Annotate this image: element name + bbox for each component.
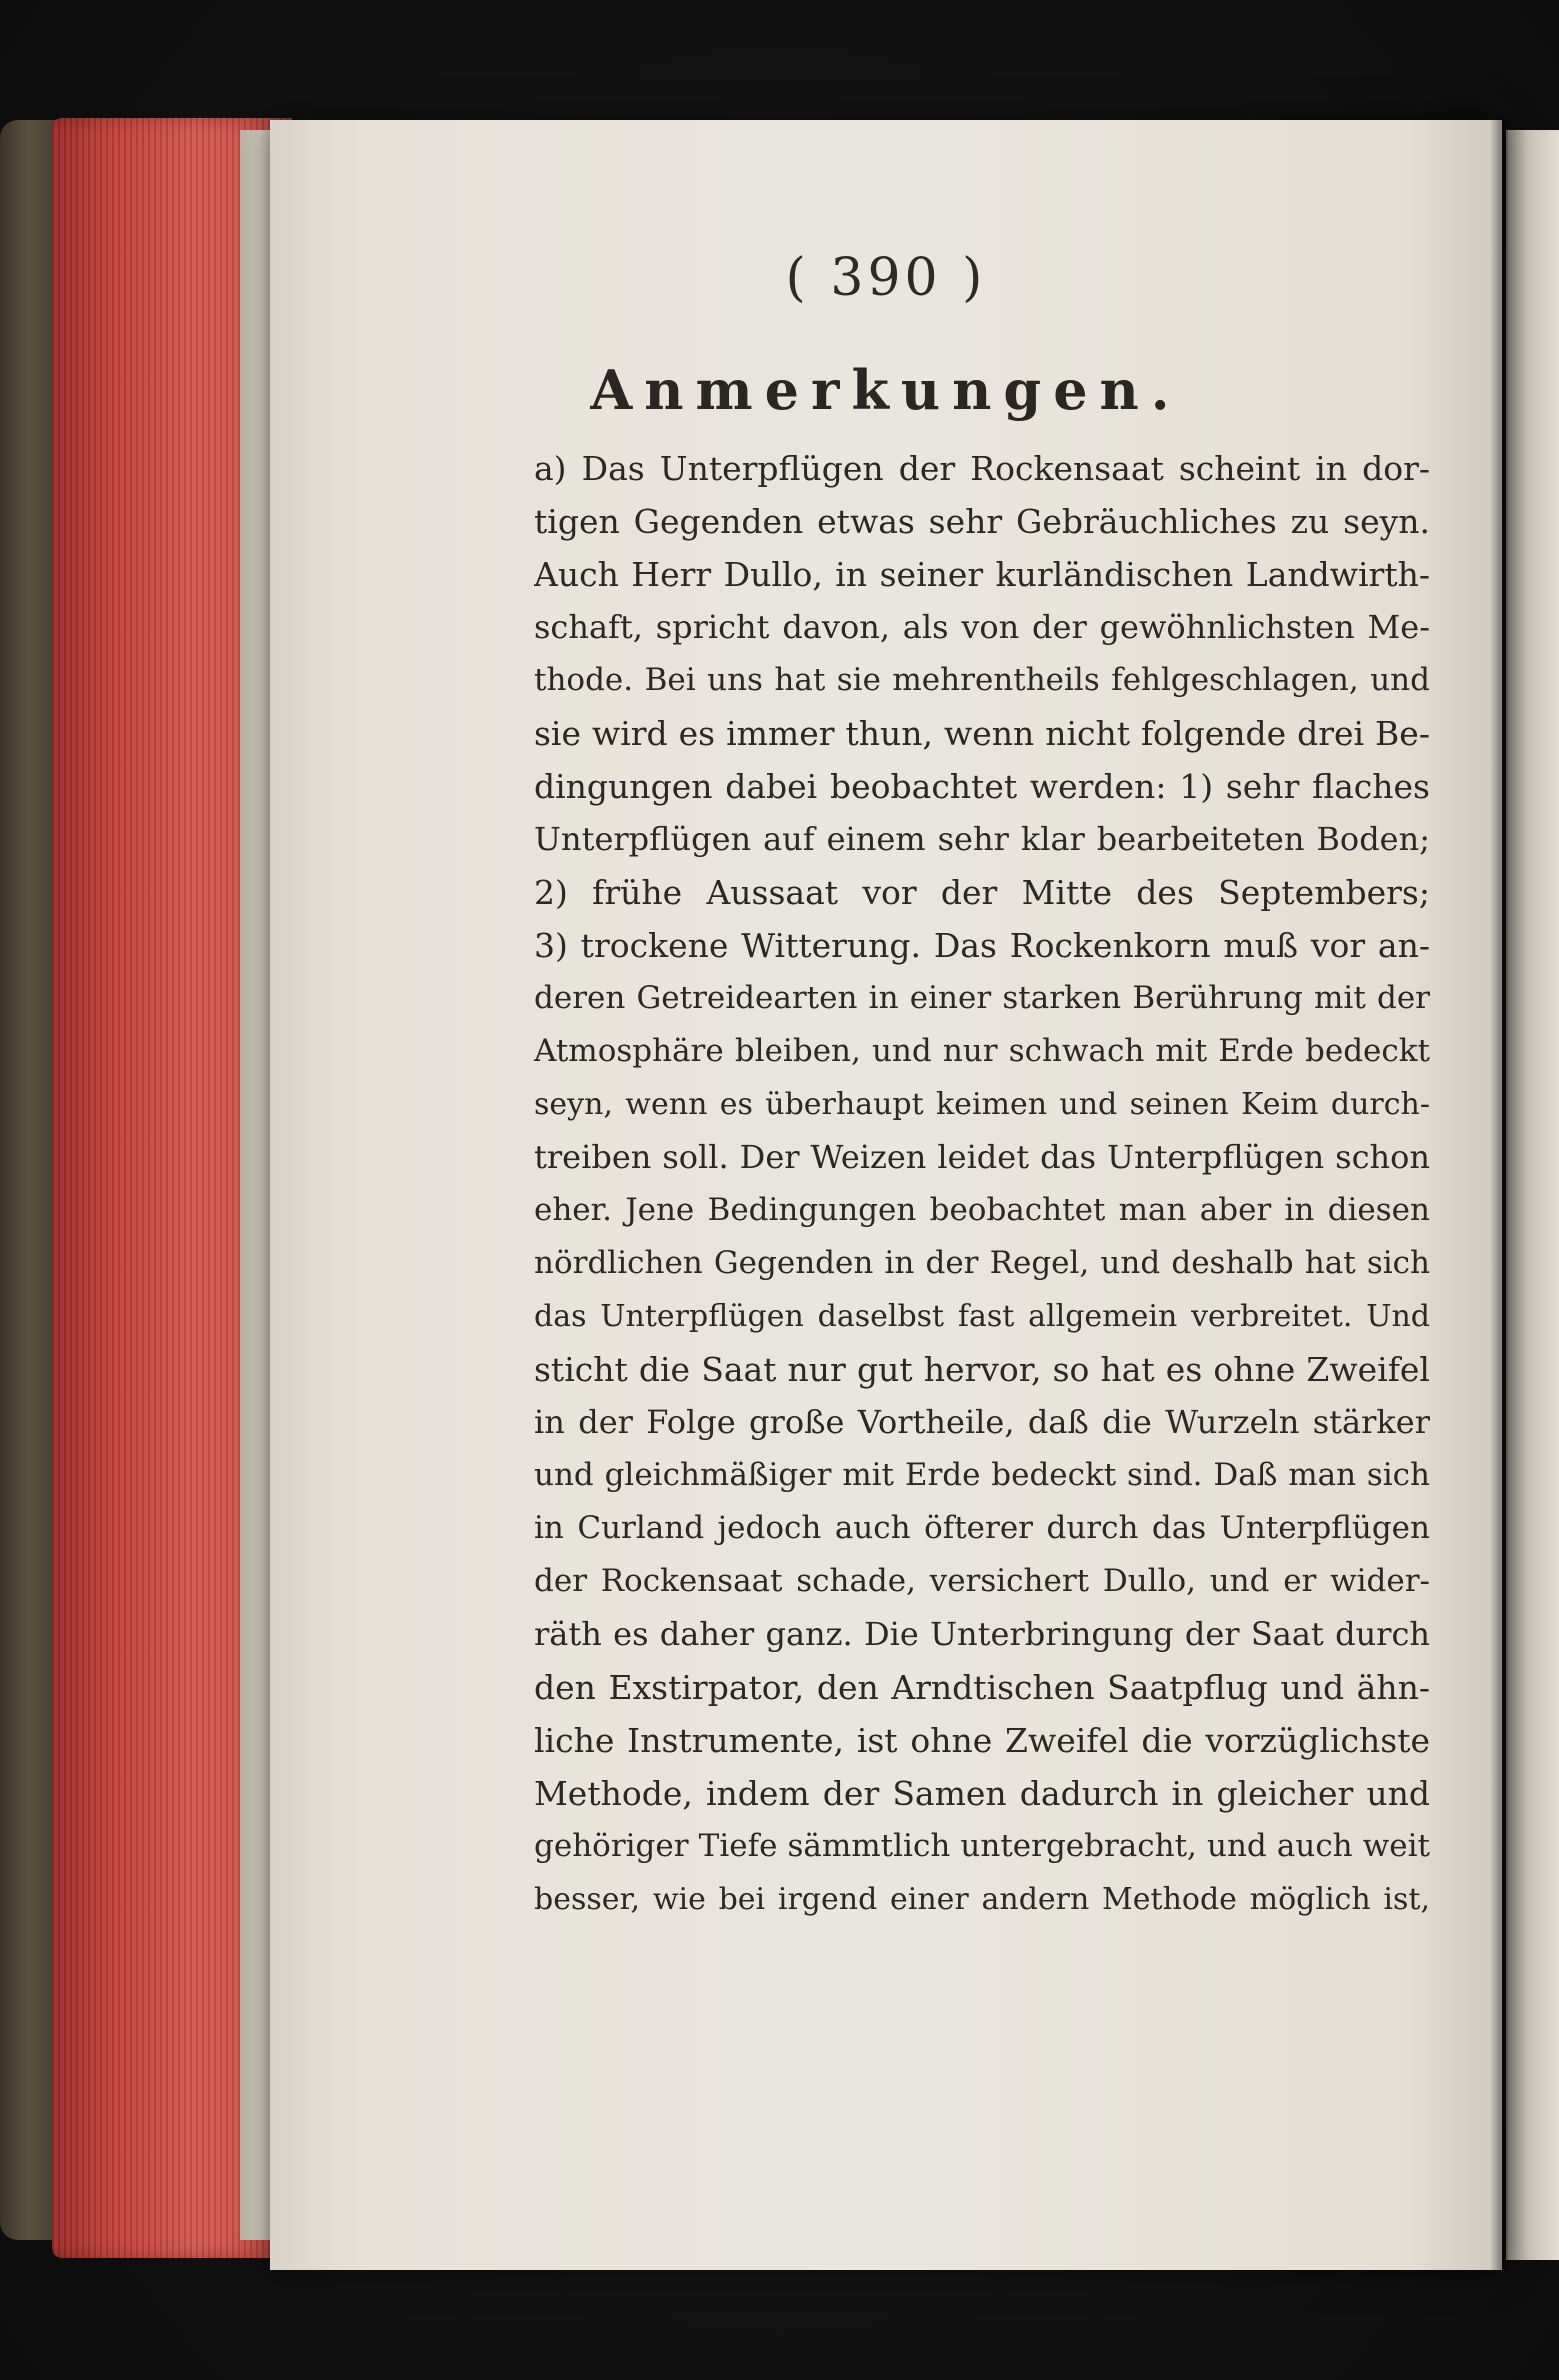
text-line: sie wird es immer thun, wenn nicht folgende drei Be- — [534, 714, 1430, 753]
text-line: Methode, indem der Samen dadurch in gleicher und — [534, 1774, 1430, 1813]
text-line: 2) frühe Aussaat vor der Mitte des Septembers; — [534, 873, 1430, 912]
text-line: den Exstirpator, den Arndtischen Saatpflug und ähn- — [534, 1668, 1430, 1707]
text-line: dingungen dabei beobachtet werden: 1) sehr flaches — [534, 767, 1430, 806]
text-line: seyn, wenn es überhaupt keimen und seinen Keim durch- — [534, 1087, 1430, 1122]
text-line: schaft, spricht davon, als von der gewöhnlichsten Me- — [534, 608, 1430, 646]
text-line: a) Das Unterpflügen der Rockensaat scheint in dor- — [534, 449, 1430, 488]
section-heading: Anmerkungen. — [590, 358, 1182, 422]
text-line: nördlichen Gegenden in der Regel, und deshalb hat sich — [534, 1245, 1430, 1281]
text-line: Auch Herr Dullo, in seiner kurländischen Landwirth- — [534, 555, 1430, 594]
text-line: Unterpflügen auf einem sehr klar bearbeiteten Boden; — [534, 820, 1430, 858]
text-line: besser, wie bei irgend einer andern Methode möglich ist, — [534, 1882, 1430, 1917]
text-line: sticht die Saat nur gut hervor, so hat es ohne Zweifel — [534, 1350, 1430, 1389]
text-line: tigen Gegenden etwas sehr Gebräuchliches zu seyn. — [534, 502, 1430, 541]
text-line: in der Folge große Vortheile, daß die Wurzeln stärker — [534, 1403, 1430, 1441]
text-line: eher. Jene Bedingungen beobachtet man aber in diesen — [534, 1192, 1430, 1228]
text-line: treiben soll. Der Weizen leidet das Unterpflügen schon — [534, 1138, 1430, 1176]
page-gutter — [1490, 120, 1508, 2270]
text-line: Atmosphäre bleiben, und nur schwach mit Erde bedeckt — [534, 1033, 1430, 1069]
text-line: und gleichmäßiger mit Erde bedeckt sind. Daß man sich — [534, 1457, 1430, 1493]
text-line: räth es daher ganz. Die Unterbringung der Saat durch — [534, 1615, 1430, 1653]
body-text — [534, 442, 1430, 1926]
text-line: deren Getreidearten in einer starken Berührung mit der — [534, 980, 1430, 1016]
text-line: liche Instrumente, ist ohne Zweifel die vorzüglichste — [534, 1721, 1430, 1760]
text-line: gehöriger Tiefe sämmtlich untergebracht, und auch weit — [534, 1828, 1430, 1864]
text-line: in Curland jedoch auch öfterer durch das Unterpflügen — [534, 1510, 1430, 1546]
facing-page — [1506, 130, 1559, 2260]
text-line: 3) trockene Witterung. Das Rockenkorn muß vor an- — [534, 926, 1430, 965]
text-line: thode. Bei uns hat sie mehrentheils fehlgeschlagen, und — [534, 662, 1430, 698]
page-number: ( 390 ) — [785, 248, 987, 308]
page-stack — [240, 130, 274, 2240]
text-line: das Unterpflügen daselbst fast allgemein verbreitet. Und — [534, 1299, 1430, 1334]
text-line: der Rockensaat schade, versichert Dullo, und er wider- — [534, 1563, 1430, 1599]
